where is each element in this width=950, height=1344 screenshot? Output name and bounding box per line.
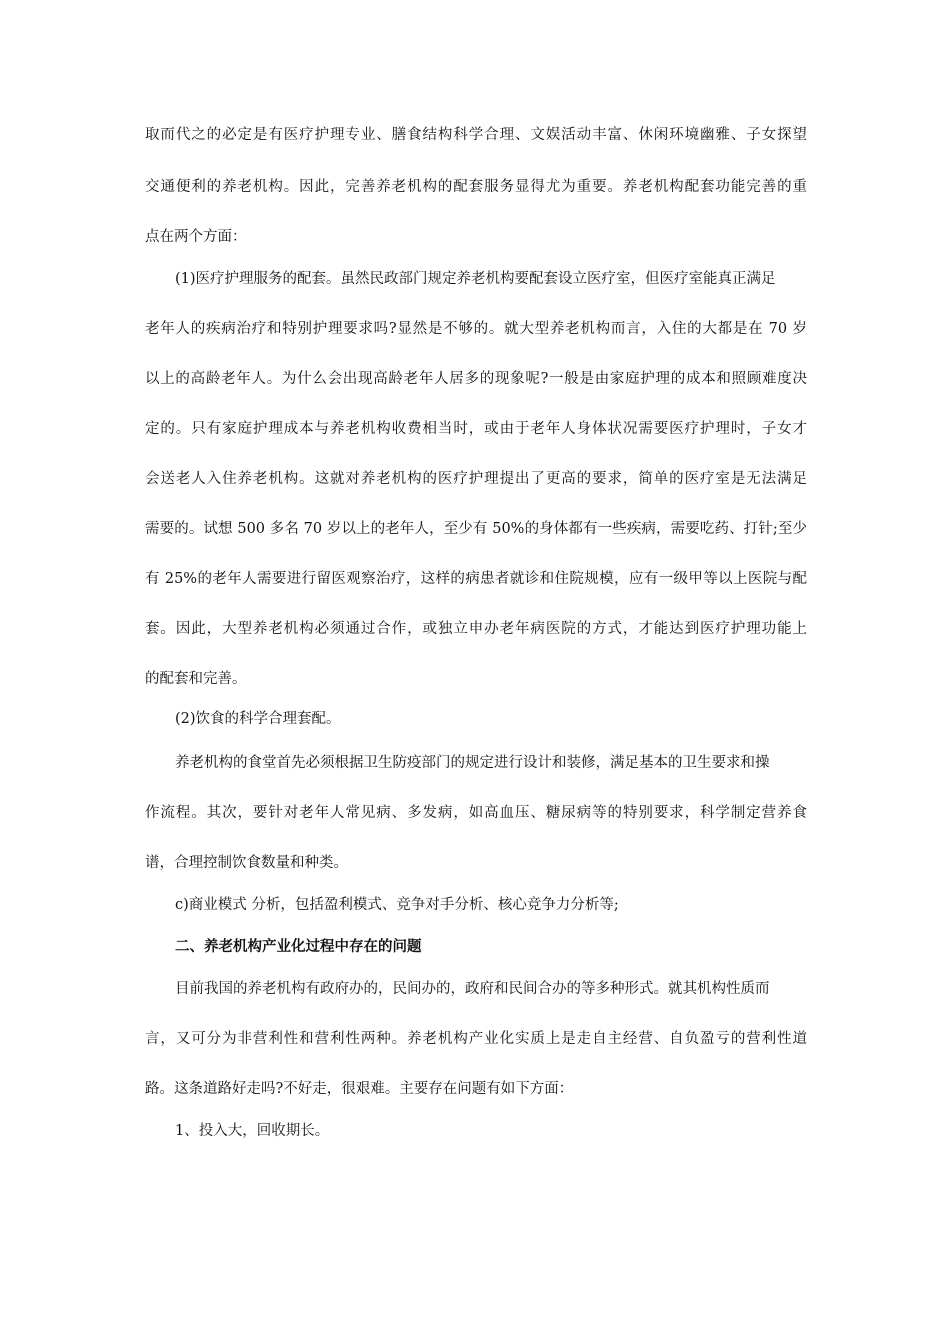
- text-line: 谱，合理控制饮食数量和种类。: [145, 855, 348, 871]
- list-item-heading: (2)饮食的科学合理套配。: [175, 711, 341, 727]
- list-item-heading: (1)医疗护理服务的配套。虽然民政部门规定养老机构要配套设立医疗室，但医疗室能真正满足: [175, 271, 776, 287]
- list-item-heading: 1、投入大，回收期长。: [175, 1123, 330, 1139]
- text-line: 的配套和完善。: [145, 671, 247, 687]
- text-line: 有 25%的老年人需要进行留医观察治疗，这样的病患者就诊和住院规模，应有一级甲等以上医院与配: [145, 571, 807, 587]
- text-line: 路。这条道路好走吗?不好走，很艰难。主要存在问题有如下方面：: [145, 1081, 574, 1097]
- text-line: 需要的。试想 500 多名 70 岁以上的老年人，至少有 50%的身体都有一些疾病，需要吃药、打针;至少: [145, 521, 807, 537]
- text-line: c)商业模式 分析，包括盈利模式、竞争对手分析、核心竞争力分析等;: [175, 897, 619, 913]
- text-line: 作流程。其次，要针对老年人常见病、多发病，如高血压、糖尿病等的特别要求，科学制定营养食: [145, 805, 807, 821]
- text-line: 言，又可分为非营利性和营利性两种。养老机构产业化实质上是走自主经营、自负盈亏的营利性道: [145, 1031, 807, 1047]
- text-line: 定的。只有家庭护理成本与养老机构收费相当时，或由于老年人身体状况需要医疗护理时，子女才: [145, 421, 807, 437]
- text-line: 以上的高龄老年人。为什么会出现高龄老年人居多的现象呢?一般是由家庭护理的成本和照顾难度决: [145, 371, 807, 387]
- section-heading: 二、养老机构产业化过程中存在的问题: [175, 938, 422, 955]
- text-line: 取而代之的必定是有医疗护理专业、膳食结构科学合理、文娱活动丰富、休闲环境幽雅、子女探望: [145, 127, 807, 143]
- text-line: 老年人的疾病治疗和特别护理要求吗?显然是不够的。就大型养老机构而言，入住的大都是在 70 岁: [145, 321, 807, 337]
- text-line: 养老机构的食堂首先必须根据卫生防疫部门的规定进行设计和装修，满足基本的卫生要求和操: [175, 755, 770, 771]
- text-line: 套。因此，大型养老机构必须通过合作，或独立申办老年病医院的方式，才能达到医疗护理功能上: [145, 621, 807, 637]
- text-line: 点在两个方面：: [145, 229, 247, 245]
- text-line: 目前我国的养老机构有政府办的，民间办的，政府和民间合办的等多种形式。就其机构性质而: [175, 981, 770, 997]
- text-line: 交通便利的养老机构。因此，完善养老机构的配套服务显得尤为重要。养老机构配套功能完善的重: [145, 179, 807, 195]
- text-line: 会送老人入住养老机构。这就对养老机构的医疗护理提出了更高的要求，简单的医疗室是无法满足: [145, 471, 807, 487]
